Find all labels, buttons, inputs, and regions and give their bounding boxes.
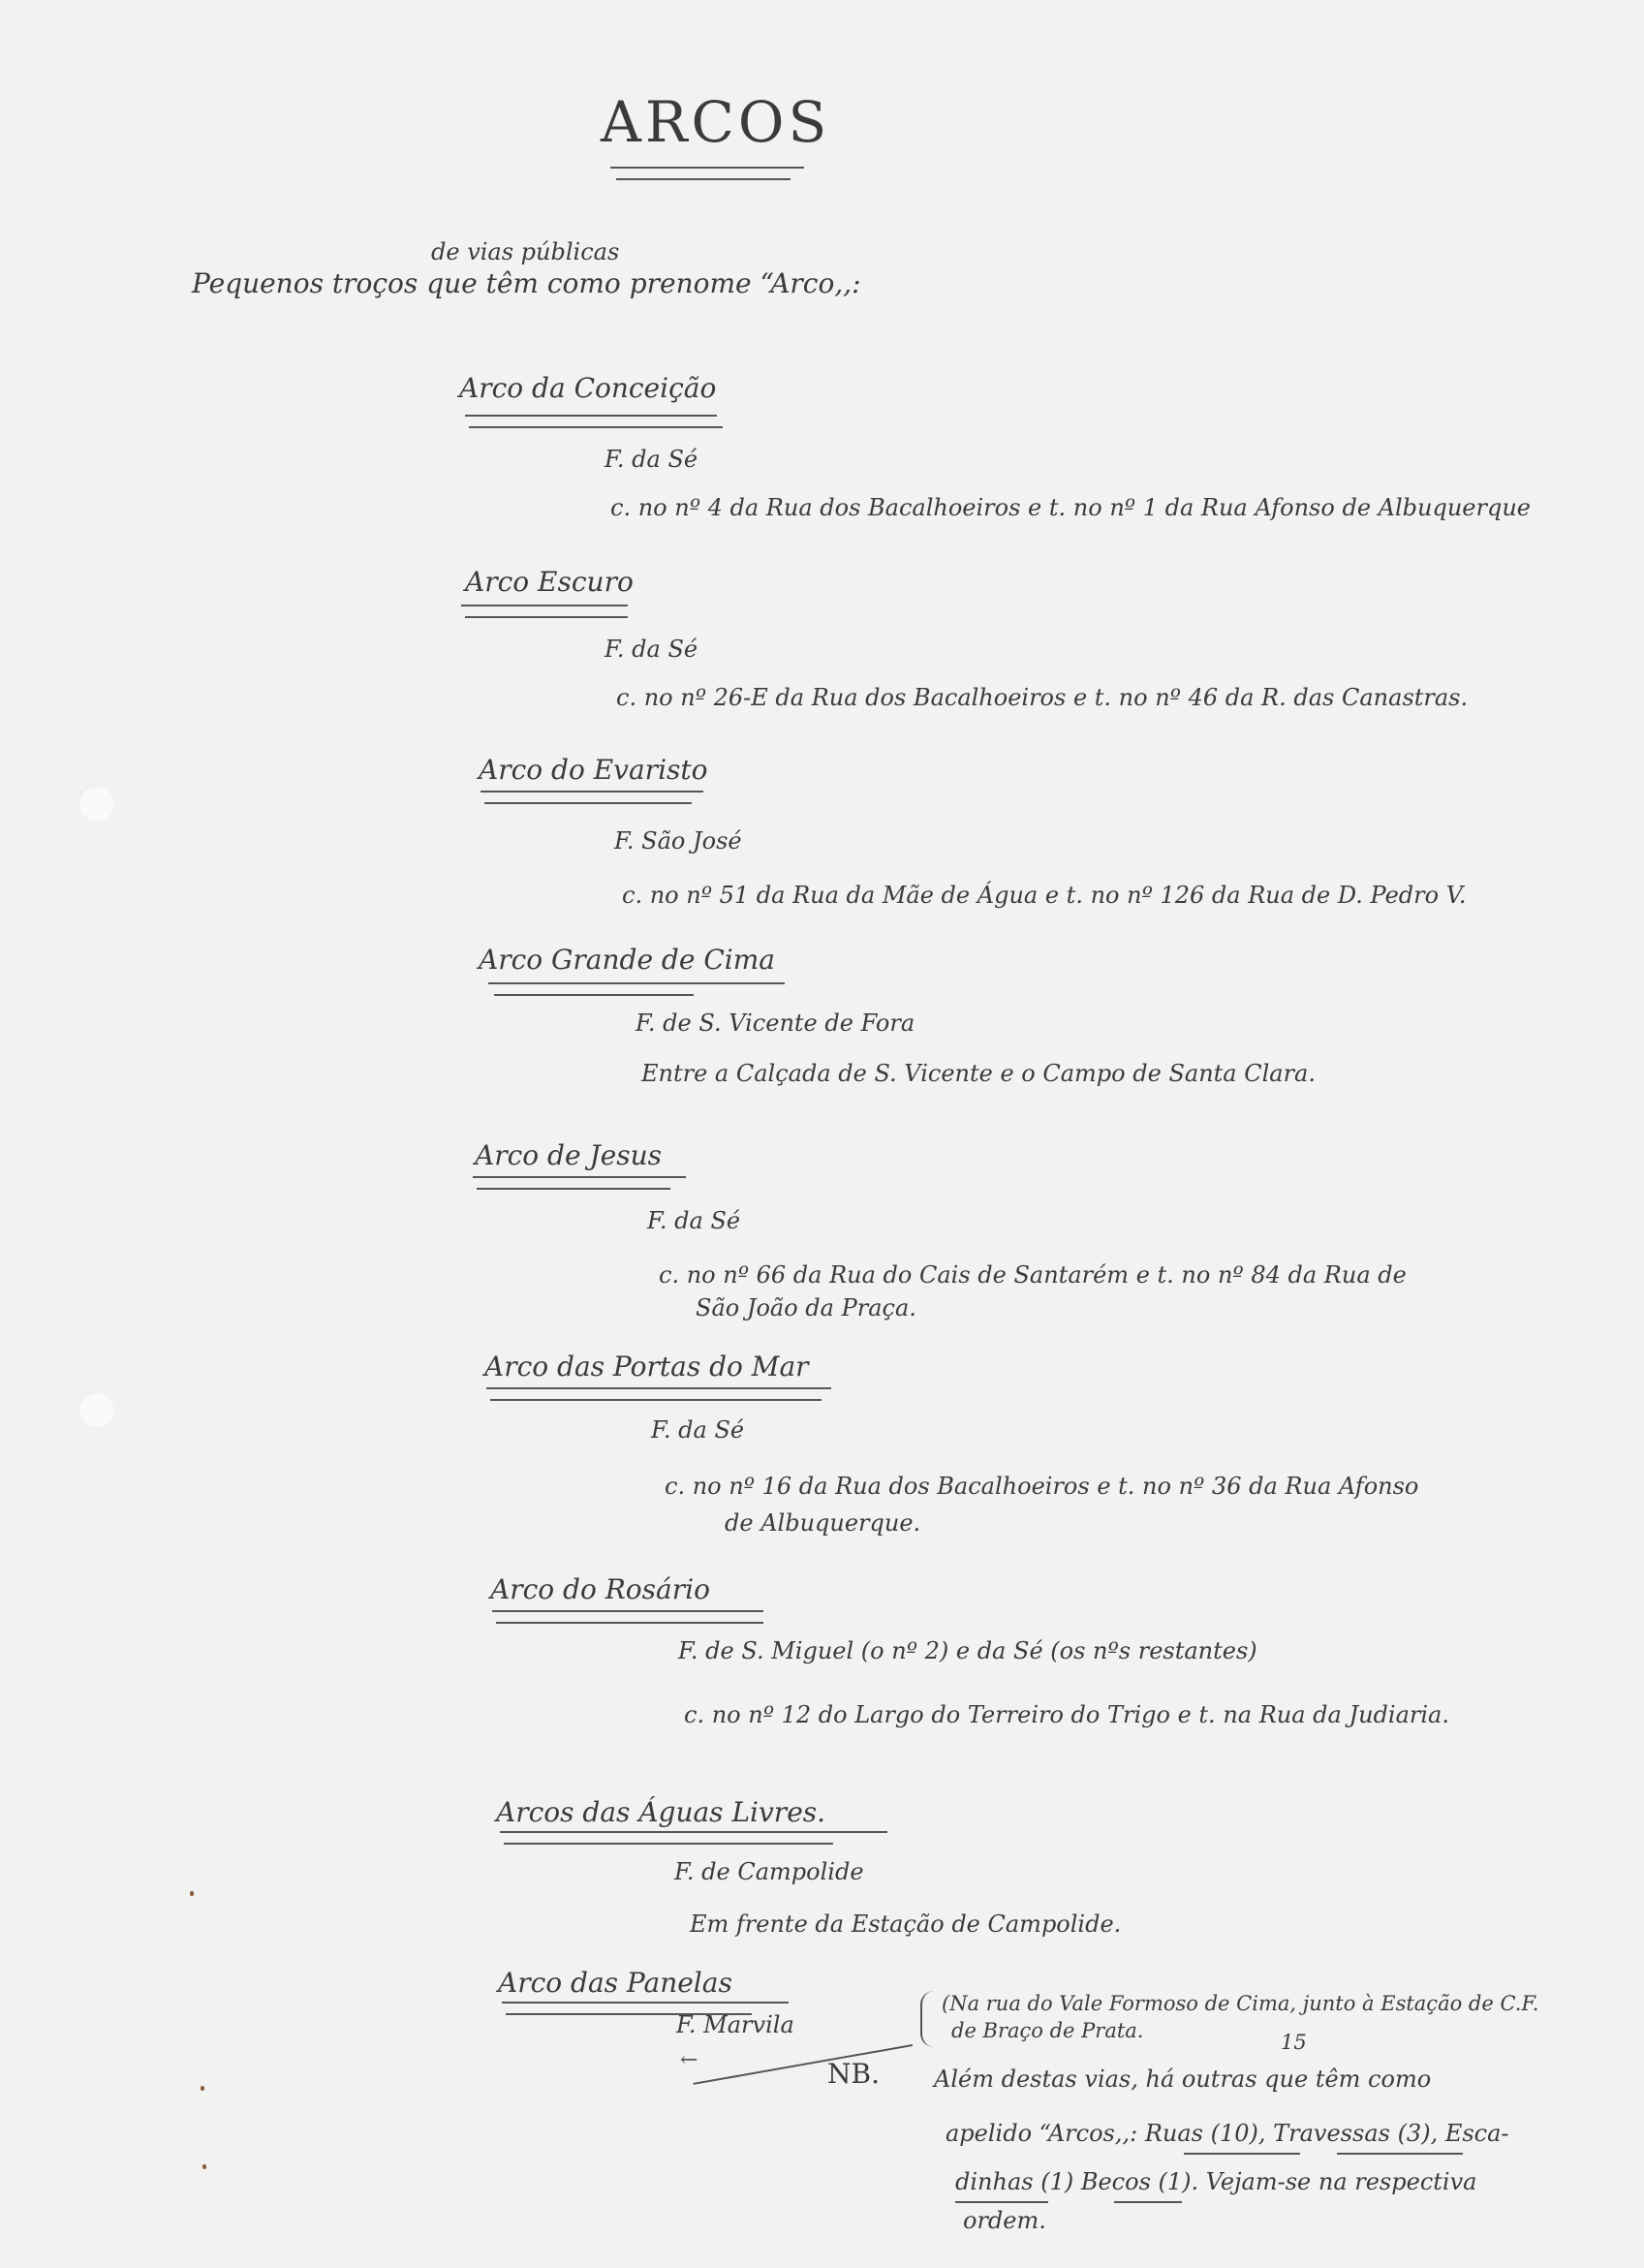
- entry-line: F. da Sé: [605, 636, 698, 663]
- entry-heading: Arco de Jesus: [475, 1139, 663, 1171]
- paper-speck: [201, 2086, 204, 2091]
- heading-underline: [500, 1831, 887, 1833]
- paper-speck: [202, 2164, 206, 2169]
- heading-underline: [465, 616, 628, 618]
- nb-line: Além destas vias, há outras que têm como: [934, 2066, 1432, 2093]
- entry-line: c. no nº 51 da Rua da Mãe de Água e t. no nº 126 da Rua de D. Pedro V.: [622, 882, 1467, 909]
- nb-insertion: 15: [1281, 2031, 1307, 2054]
- entry-line: F. da Sé: [605, 446, 698, 473]
- aside-note-line: (Na rua do Vale Formoso de Cima, junto à Estação de C.F.: [942, 1992, 1539, 2015]
- entry-line: c. no nº 66 da Rua do Cais de Santarém e t. no nº 84 da Rua de: [659, 1261, 1407, 1289]
- entry-line: F. São José: [614, 827, 742, 854]
- title-underline: [610, 167, 804, 169]
- intro-insertion: de vias públicas: [431, 238, 620, 265]
- entry-line: Entre a Calçada de S. Vicente e o Campo de Santa Clara.: [641, 1060, 1316, 1087]
- punch-hole-top: [78, 785, 114, 822]
- paper-speck: [190, 1891, 194, 1896]
- word-underline: [1184, 2153, 1300, 2155]
- page-title: ARCOS: [601, 89, 831, 155]
- heading-underline: [461, 605, 628, 606]
- heading-underline: [492, 1610, 763, 1612]
- heading-underline: [477, 1188, 670, 1190]
- entry-line: c. no nº 16 da Rua dos Bacalhoeiros e t. no nº 36 da Rua Afonso: [665, 1473, 1419, 1500]
- heading-underline: [469, 426, 723, 428]
- entry-heading: Arco da Conceição: [459, 372, 717, 404]
- nb-line: ordem.: [963, 2207, 1046, 2234]
- heading-underline: [494, 994, 694, 996]
- entry-heading: Arcos das Águas Livres.: [496, 1796, 826, 1828]
- entry-line: c. no nº 26-E da Rua dos Bacalhoeiros e t. no nº 46 da R. das Canastras.: [616, 684, 1469, 711]
- aside-arrow: [693, 2044, 913, 2085]
- entry-line: F. de Campolide: [674, 1858, 864, 1885]
- entry-line: F. de S. Vicente de Fora: [636, 1010, 915, 1037]
- entry-line: F. da Sé: [647, 1207, 741, 1234]
- word-underline: [1337, 2153, 1463, 2155]
- heading-underline: [465, 415, 717, 417]
- title-underline: [616, 178, 791, 180]
- entry-line: Em frente da Estação de Campolide.: [690, 1911, 1122, 1938]
- entry-line: F. de S. Miguel (o nº 2) e da Sé (os nºs restantes): [678, 1637, 1257, 1664]
- entry-line: de Albuquerque.: [725, 1509, 921, 1537]
- entry-line: São João da Praça.: [696, 1294, 916, 1321]
- aside-bracket: [920, 1991, 936, 2047]
- entry-heading: Arco do Rosário: [490, 1573, 710, 1605]
- aside-note-line: de Braço de Prata.: [951, 2019, 1144, 2042]
- entry-heading: Arco Escuro: [465, 566, 634, 598]
- heading-underline: [488, 982, 785, 984]
- entry-heading: Arco das Portas do Mar: [484, 1351, 809, 1383]
- entry-line: c. no nº 12 do Largo do Terreiro do Trigo e t. na Rua da Judiaria.: [684, 1701, 1449, 1728]
- nb-line: dinhas (1) Becos (1). Vejam-se na respectiva: [955, 2168, 1477, 2195]
- punch-hole-bottom: [78, 1391, 114, 1428]
- word-underline: [955, 2201, 1048, 2203]
- arrow-head-icon: ←: [680, 2048, 698, 2072]
- nb-label: NB.: [827, 2058, 880, 2090]
- heading-underline: [473, 1176, 686, 1178]
- heading-underline: [486, 1387, 831, 1389]
- heading-underline: [490, 1399, 822, 1401]
- intro-text: Pequenos troços que têm como prenome “Arco,,:: [192, 267, 861, 299]
- entry-line: F. Marvila: [676, 2011, 794, 2038]
- entry-line: c. no nº 4 da Rua dos Bacalhoeiros e t. no nº 1 da Rua Afonso de Albuquerque: [610, 494, 1531, 521]
- entry-line: F. da Sé: [651, 1416, 745, 1444]
- entry-heading: Arco do Evaristo: [479, 754, 708, 786]
- heading-underline: [481, 791, 703, 792]
- heading-underline: [496, 1622, 763, 1624]
- entry-heading: Arco Grande de Cima: [479, 944, 775, 976]
- heading-underline: [504, 1843, 833, 1845]
- heading-underline: [502, 2002, 789, 2004]
- entry-heading: Arco das Panelas: [498, 1967, 732, 1999]
- word-underline: [1114, 2201, 1182, 2203]
- nb-line: apelido “Arcos,,: Ruas (10), Travessas (3), Esca-: [946, 2120, 1509, 2147]
- heading-underline: [484, 802, 692, 804]
